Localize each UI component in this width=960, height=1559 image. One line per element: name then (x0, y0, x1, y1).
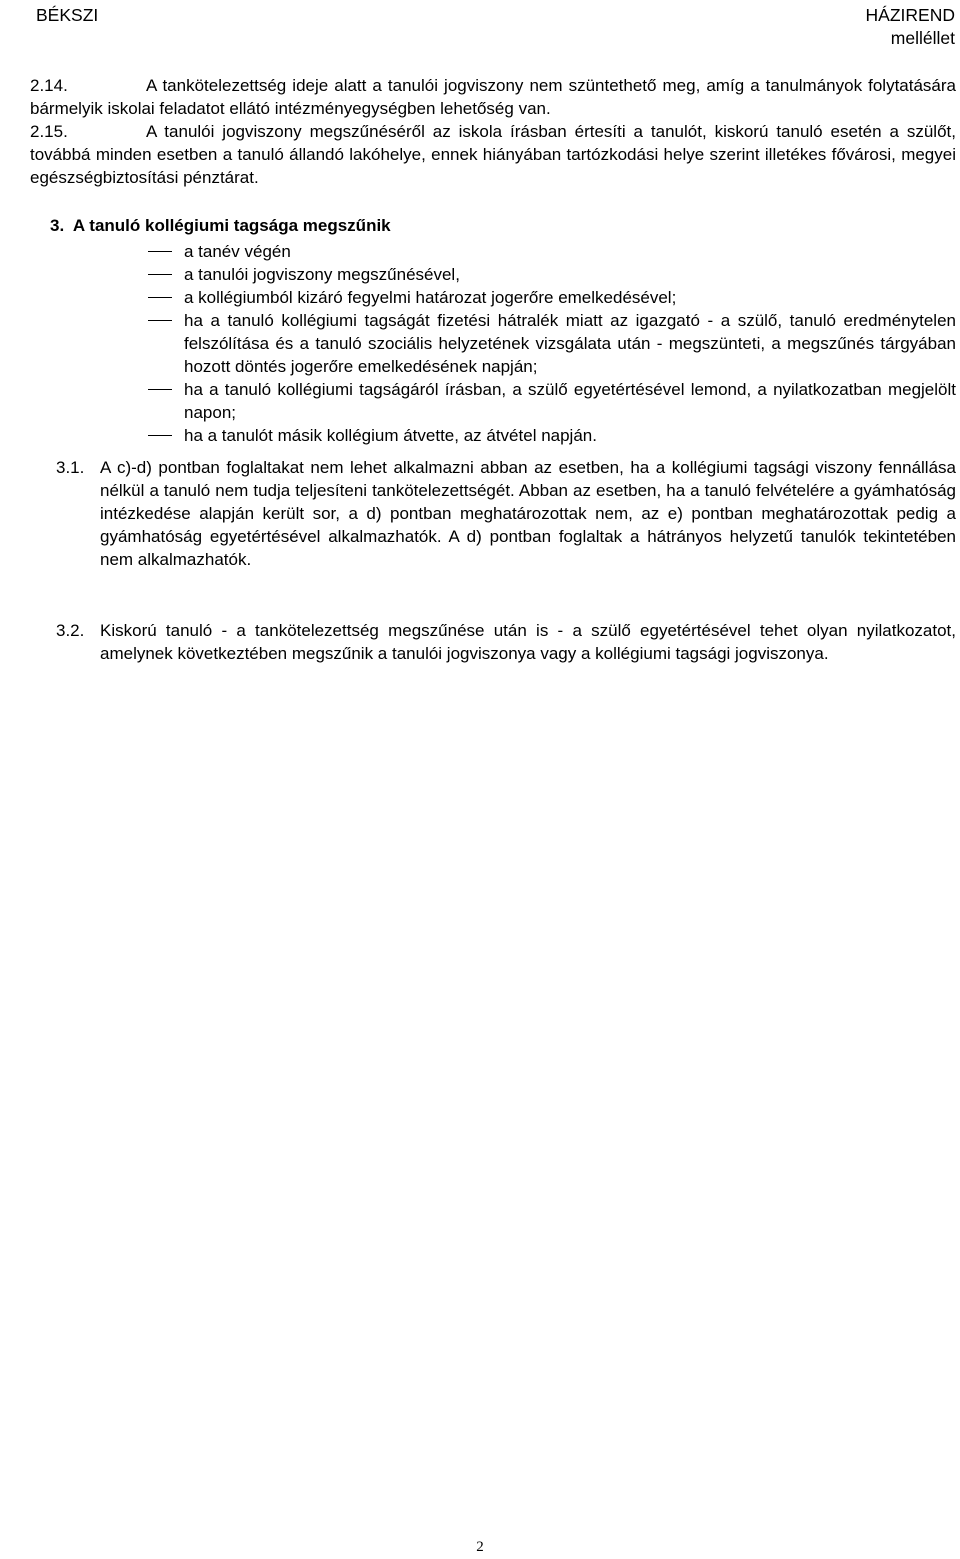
subsection-number: 3.2. (56, 621, 85, 640)
subsection-number: 3.1. (56, 458, 85, 477)
paragraph-2-15 (30, 120, 956, 189)
termination-conditions-list (144, 240, 956, 447)
header-document-title (866, 4, 955, 50)
dash-bullet-icon (148, 251, 172, 252)
section-number: 3. (50, 216, 65, 235)
paragraph-2-14 (30, 74, 956, 120)
list-item: ha a tanuló kollégiumi tagságát fizetési hátralék miatt az igazgató - a szülő, tanuló eredménytelen felszólítása és a tanuló szociális helyzetének vizsgálata után - megszünteti, a megszűnés tárgyában hozott döntés jogerőre emelkedésének napján; (144, 309, 956, 378)
list-item: a tanulói jogviszony megszűnésével, (144, 263, 956, 286)
dash-bullet-icon (148, 297, 172, 298)
subsection-text: Kiskorú tanuló - a tankötelezettség megszűnése után is - a szülő egyetértésével tehet olyan nyilatkozatot, amelynek következtében megszűnik a tanulói jogviszonya vagy a kollégiumi tagsági jogviszonya. (100, 621, 956, 663)
section-title: A tanuló kollégiumi tagsága megszűnik (72, 216, 391, 235)
header-subtitle: melléllet (890, 28, 955, 48)
list-item: ha a tanuló kollégiumi tagságáról írásban, a szülő egyetértésével lemond, a nyilatkozatban megjelölt napon; (144, 378, 956, 424)
dash-bullet-icon (148, 274, 172, 275)
section-3-heading (50, 214, 391, 237)
list-item: a tanév végén (144, 240, 956, 263)
paragraph-text: A tankötelezettség ideje alatt a tanulói jogviszony nem szüntethető meg, amíg a tanulmányok folytatására bármelyik iskolai feladatot ellátó intézményegységben lehetőség van. (30, 76, 956, 118)
paragraph-number: 2.14. (30, 76, 68, 95)
list-item: ha a tanulót másik kollégium átvette, az átvétel napján. (144, 424, 956, 447)
page-number: 2 (476, 1539, 484, 1555)
dash-bullet-icon (148, 435, 172, 436)
header-title: HÁZIREND (865, 5, 955, 25)
subsection-3-1 (30, 456, 956, 571)
subsection-text: A c)-d) pontban foglaltakat nem lehet alkalmazni abban az esetben, ha a kollégiumi tagsági viszony fennállása nélkül a tanuló nem tudja teljesíteni tankötelezettségét. Abban az esetben, ha a tanuló felvételére a gyámhatóság intézkedése alapján került sor, a d) pontban meghatározottak nem, az e) pontban meghatározottak pedig a gyámhatóság egyetértésével alkalmazhatók. A d) pontban foglaltak a hátrányos helyzetű tanulók tekintetében nem alkalmazhatók. (100, 458, 956, 569)
paragraph-number: 2.15. (30, 122, 68, 141)
dash-bullet-icon (148, 389, 172, 390)
list-item: a kollégiumból kizáró fegyelmi határozat jogerőre emelkedésével; (144, 286, 956, 309)
subsection-3-2 (30, 619, 956, 665)
paragraph-text: A tanulói jogviszony megszűnéséről az iskola írásban értesíti a tanulót, kiskorú tanuló esetén a szülőt, továbbá minden esetben a tanuló állandó lakóhelye, ennek hiányában tartózkodási helye szerint illetékes fővárosi, megyei egészségbiztosítási pénztárat. (30, 122, 956, 187)
header-organization: BÉKSZI (36, 5, 99, 25)
dash-bullet-icon (148, 320, 172, 321)
